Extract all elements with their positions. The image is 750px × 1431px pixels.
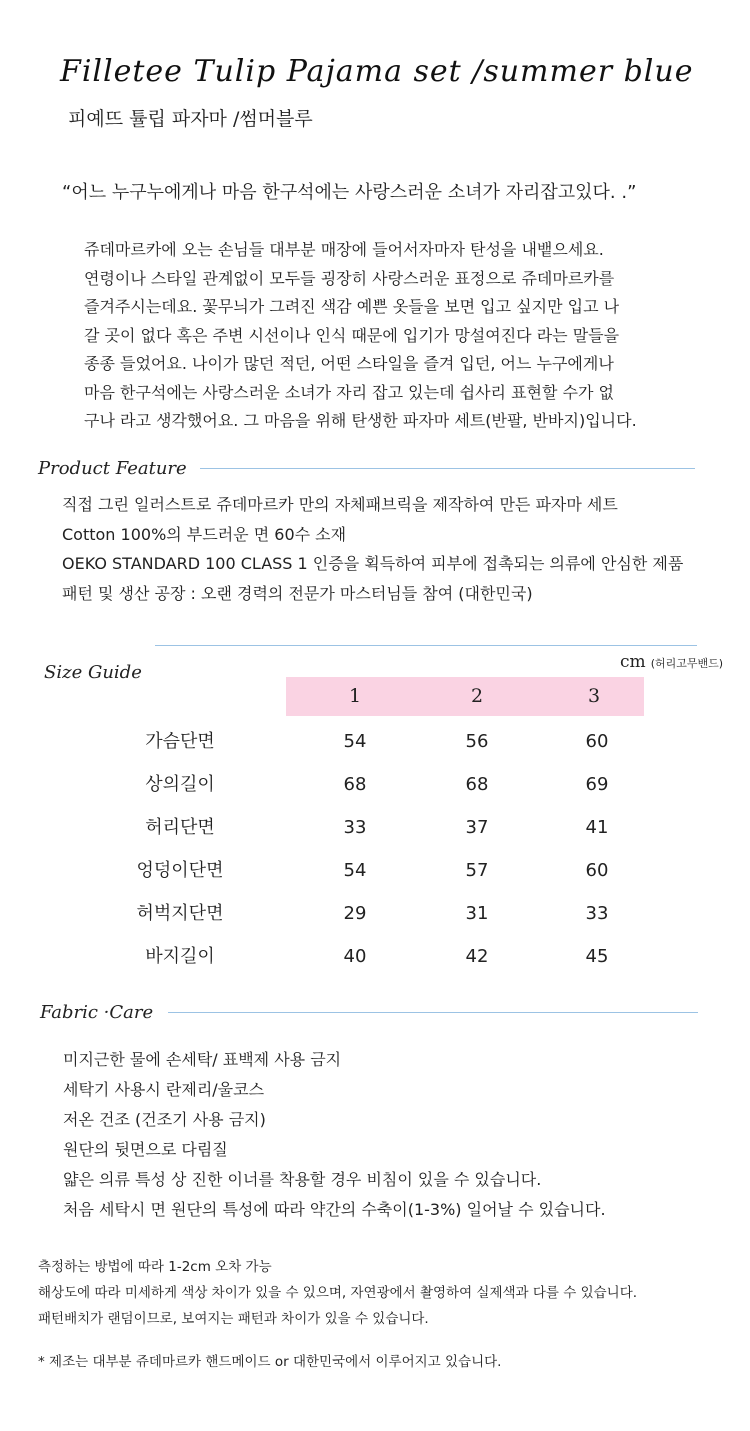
fabric-care-list	[63, 1045, 606, 1225]
size-table-header	[286, 677, 644, 716]
measure-label: 바지길이	[145, 946, 215, 967]
feature-item: 패턴 및 생산 공장 : 오랜 경력의 전문가 마스터님들 참여 (대한민국)	[62, 583, 533, 603]
feature-item: OEKO STANDARD 100 CLASS 1 인증을 획득하여 피부에 접촉되는 의류에 안심한 제품	[62, 554, 684, 573]
product-title: Filletee Tulip Pajama set /summer blue	[60, 54, 694, 89]
measure-label: 엉덩이단면	[136, 860, 224, 881]
table-cell: 54	[343, 731, 367, 752]
unit-note: (허리고무밴드)	[650, 657, 724, 670]
table-cell: 33	[343, 817, 367, 838]
table-row	[0, 856, 750, 886]
table-row	[0, 899, 750, 929]
table-cell: 60	[585, 731, 609, 752]
notes-list	[38, 1254, 637, 1332]
intro-line: 연령이나 스타일 관계없이 모두들 굉장히 사랑스러운 표정으로 쥬데마르카를	[84, 268, 615, 288]
table-row	[0, 942, 750, 972]
note-item: 패턴배치가 랜덤이므로, 보여지는 패턴과 차이가 있을 수 있습니다.	[38, 1311, 429, 1327]
section-divider	[168, 1012, 698, 1013]
measure-label: 허리단면	[145, 817, 215, 838]
table-row	[0, 727, 750, 757]
note-item: 해상도에 따라 미세하게 색상 차이가 있을 수 있으며, 자연광에서 촬영하여 실제색과 다를 수 있습니다.	[38, 1285, 638, 1301]
intro-paragraph	[84, 236, 734, 436]
intro-line: 쥬데마르카에 오는 손님들 대부분 매장에 들어서자마자 탄성을 내뱉으세요.	[84, 240, 604, 259]
measure-label: 상의길이	[145, 774, 215, 795]
product-feature-list	[62, 490, 683, 608]
table-cell: 57	[465, 860, 489, 881]
table-cell: 37	[465, 817, 489, 838]
maker-note: * 제조는 대부분 쥬데마르카 핸드메이드 or 대한민국에서 이루어지고 있습니다.	[38, 1354, 502, 1370]
table-cell: 41	[585, 817, 609, 838]
product-subtitle: 피예뜨 튤립 파자마 /썸머블루	[68, 108, 313, 130]
table-row	[0, 770, 750, 800]
section-divider	[200, 468, 695, 469]
measure-label: 가슴단면	[145, 731, 215, 752]
table-cell: 68	[465, 774, 489, 795]
note-item: 측정하는 방법에 따라 1-2cm 오차 가능	[38, 1259, 272, 1275]
size-column-3: 3	[587, 685, 601, 707]
feature-item: Cotton 100%의 부드러운 면 60수 소재	[62, 524, 347, 544]
intro-line: 즐겨주시는데요. 꽃무늬가 그려진 색감 예쁜 옷들을 보면 입고 싶지만 입고 나	[84, 297, 620, 316]
table-cell: 54	[343, 860, 367, 881]
intro-line: 갈 곳이 없다 혹은 주변 시선이나 인식 때문에 입기가 망설여진다 라는 말들을	[84, 325, 620, 345]
care-item: 세탁기 사용시 란제리/울코스	[63, 1080, 265, 1099]
intro-line: 종종 들었어요. 나이가 많던 적던, 어떤 스타일을 즐겨 입던, 어느 누구에게나	[84, 354, 614, 373]
size-unit	[620, 652, 723, 672]
care-item: 저온 건조 (건조기 사용 금지)	[63, 1110, 266, 1129]
table-cell: 56	[465, 731, 489, 752]
measure-label: 허벅지단면	[136, 903, 224, 924]
feature-item: 직접 그린 일러스트로 쥬데마르카 만의 자체패브릭을 제작하여 만든 파자마 세트	[62, 495, 618, 514]
size-column-1: 1	[348, 685, 362, 707]
fabric-care-heading: Fabric ·Care	[40, 1002, 154, 1023]
table-cell: 45	[585, 946, 609, 967]
size-column-2: 2	[470, 685, 484, 707]
care-item: 얇은 의류 특성 상 진한 이너를 착용할 경우 비침이 있을 수 있습니다.	[63, 1170, 542, 1189]
table-cell: 31	[465, 903, 489, 924]
intro-line: 구나 라고 생각했어요. 그 마음을 위해 탄생한 파자마 세트(반팔, 반바지)입니다.	[84, 411, 637, 430]
table-cell: 33	[585, 903, 609, 924]
care-item: 처음 세탁시 면 원단의 특성에 따라 약간의 수축이(1-3%) 일어날 수 있습니다.	[63, 1200, 606, 1219]
table-cell: 68	[343, 774, 367, 795]
care-item: 원단의 뒷면으로 다림질	[63, 1140, 228, 1159]
care-item: 미지근한 물에 손세탁/ 표백제 사용 금지	[63, 1050, 342, 1069]
table-cell: 60	[585, 860, 609, 881]
table-cell: 40	[343, 946, 367, 967]
section-divider	[155, 645, 697, 646]
table-row	[0, 813, 750, 843]
unit-label: cm	[620, 652, 646, 672]
product-feature-heading: Product Feature	[38, 458, 187, 479]
table-cell: 29	[343, 903, 367, 924]
quote: “어느 누구누에게나 마음 한구석에는 사랑스러운 소녀가 자리잡고있다. .”	[62, 182, 637, 203]
table-cell: 42	[465, 946, 489, 967]
intro-line: 마음 한구석에는 사랑스러운 소녀가 자리 잡고 있는데 쉽사리 표현할 수가 없	[84, 382, 614, 402]
size-guide-heading: Size Guide	[44, 662, 142, 683]
table-cell: 69	[585, 774, 609, 795]
